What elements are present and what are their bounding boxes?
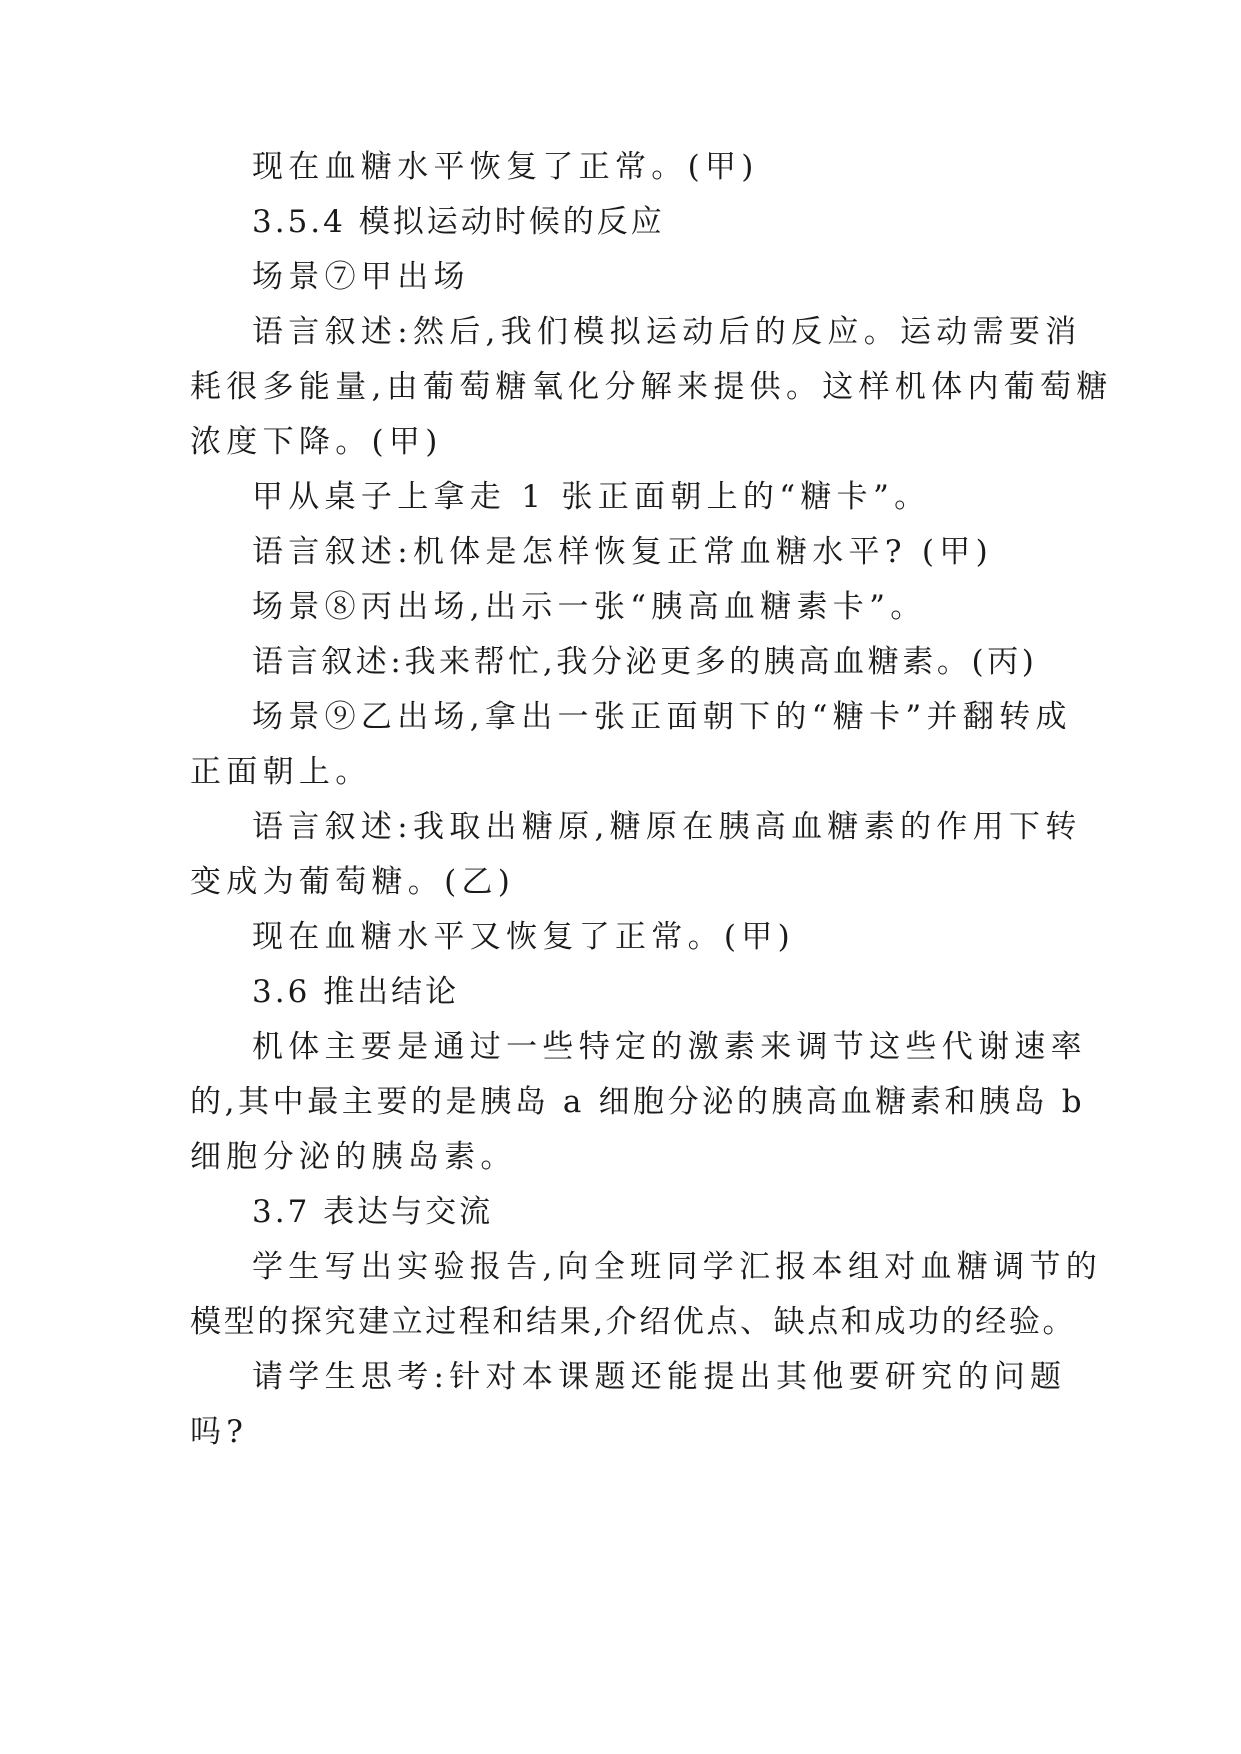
text-line: 语言叙述:然后,我们模拟运动后的反应。运动需要消 bbox=[252, 314, 1082, 350]
text-line: 请学生思考:针对本课题还能提出其他要研究的问题 bbox=[252, 1359, 1067, 1395]
text-line: 模型的探究建立过程和结果,介绍优点、缺点和成功的经验。 bbox=[190, 1304, 1077, 1340]
scene-line: 场景⑨乙出场,拿出一张正面朝下的“糖卡”并翻转成 bbox=[252, 699, 1072, 735]
text-line: 吗? bbox=[190, 1414, 249, 1450]
text-line: 现在血糖水平恢复了正常。(甲) bbox=[252, 149, 759, 185]
text-line: 正面朝上。 bbox=[190, 754, 372, 790]
scene-line: 场景⑧丙出场,出示一张“胰高血糖素卡”。 bbox=[252, 589, 927, 625]
text-line: 语言叙述:我取出糖原,糖原在胰高血糖素的作用下转 bbox=[252, 809, 1082, 845]
text-line: 耗很多能量,由葡萄糖氧化分解来提供。这样机体内葡萄糖 bbox=[190, 369, 1113, 405]
text-line: 细胞分泌的胰岛素。 bbox=[190, 1139, 517, 1175]
text-line: 学生写出实验报告,向全班同学汇报本组对血糖调节的 bbox=[252, 1249, 1103, 1285]
scene-line: 场景⑦甲出场 bbox=[252, 259, 470, 295]
text-line: 机体主要是通过一些特定的激素来调节这些代谢速率 bbox=[252, 1029, 1087, 1065]
section-heading: 3.7 表达与交流 bbox=[252, 1194, 494, 1230]
text-line: 变成为葡萄糖。(乙) bbox=[190, 864, 516, 900]
text-line: 的,其中最主要的是胰岛 a 细胞分泌的胰高血糖素和胰岛 b bbox=[190, 1084, 1086, 1120]
text-line: 语言叙述:机体是怎样恢复正常血糖水平? (甲) bbox=[252, 534, 994, 570]
section-heading: 3.6 推出结论 bbox=[252, 974, 460, 1010]
text-line: 甲从桌子上拿走 1 张正面朝上的“糖卡”。 bbox=[252, 479, 931, 515]
section-heading: 3.5.4 模拟运动时候的反应 bbox=[252, 204, 665, 240]
text-line: 现在血糖水平又恢复了正常。(甲) bbox=[252, 919, 795, 955]
text-line: 浓度下降。(甲) bbox=[190, 424, 443, 460]
text-line: 语言叙述:我来帮忙,我分泌更多的胰高血糖素。(丙) bbox=[252, 644, 1038, 680]
